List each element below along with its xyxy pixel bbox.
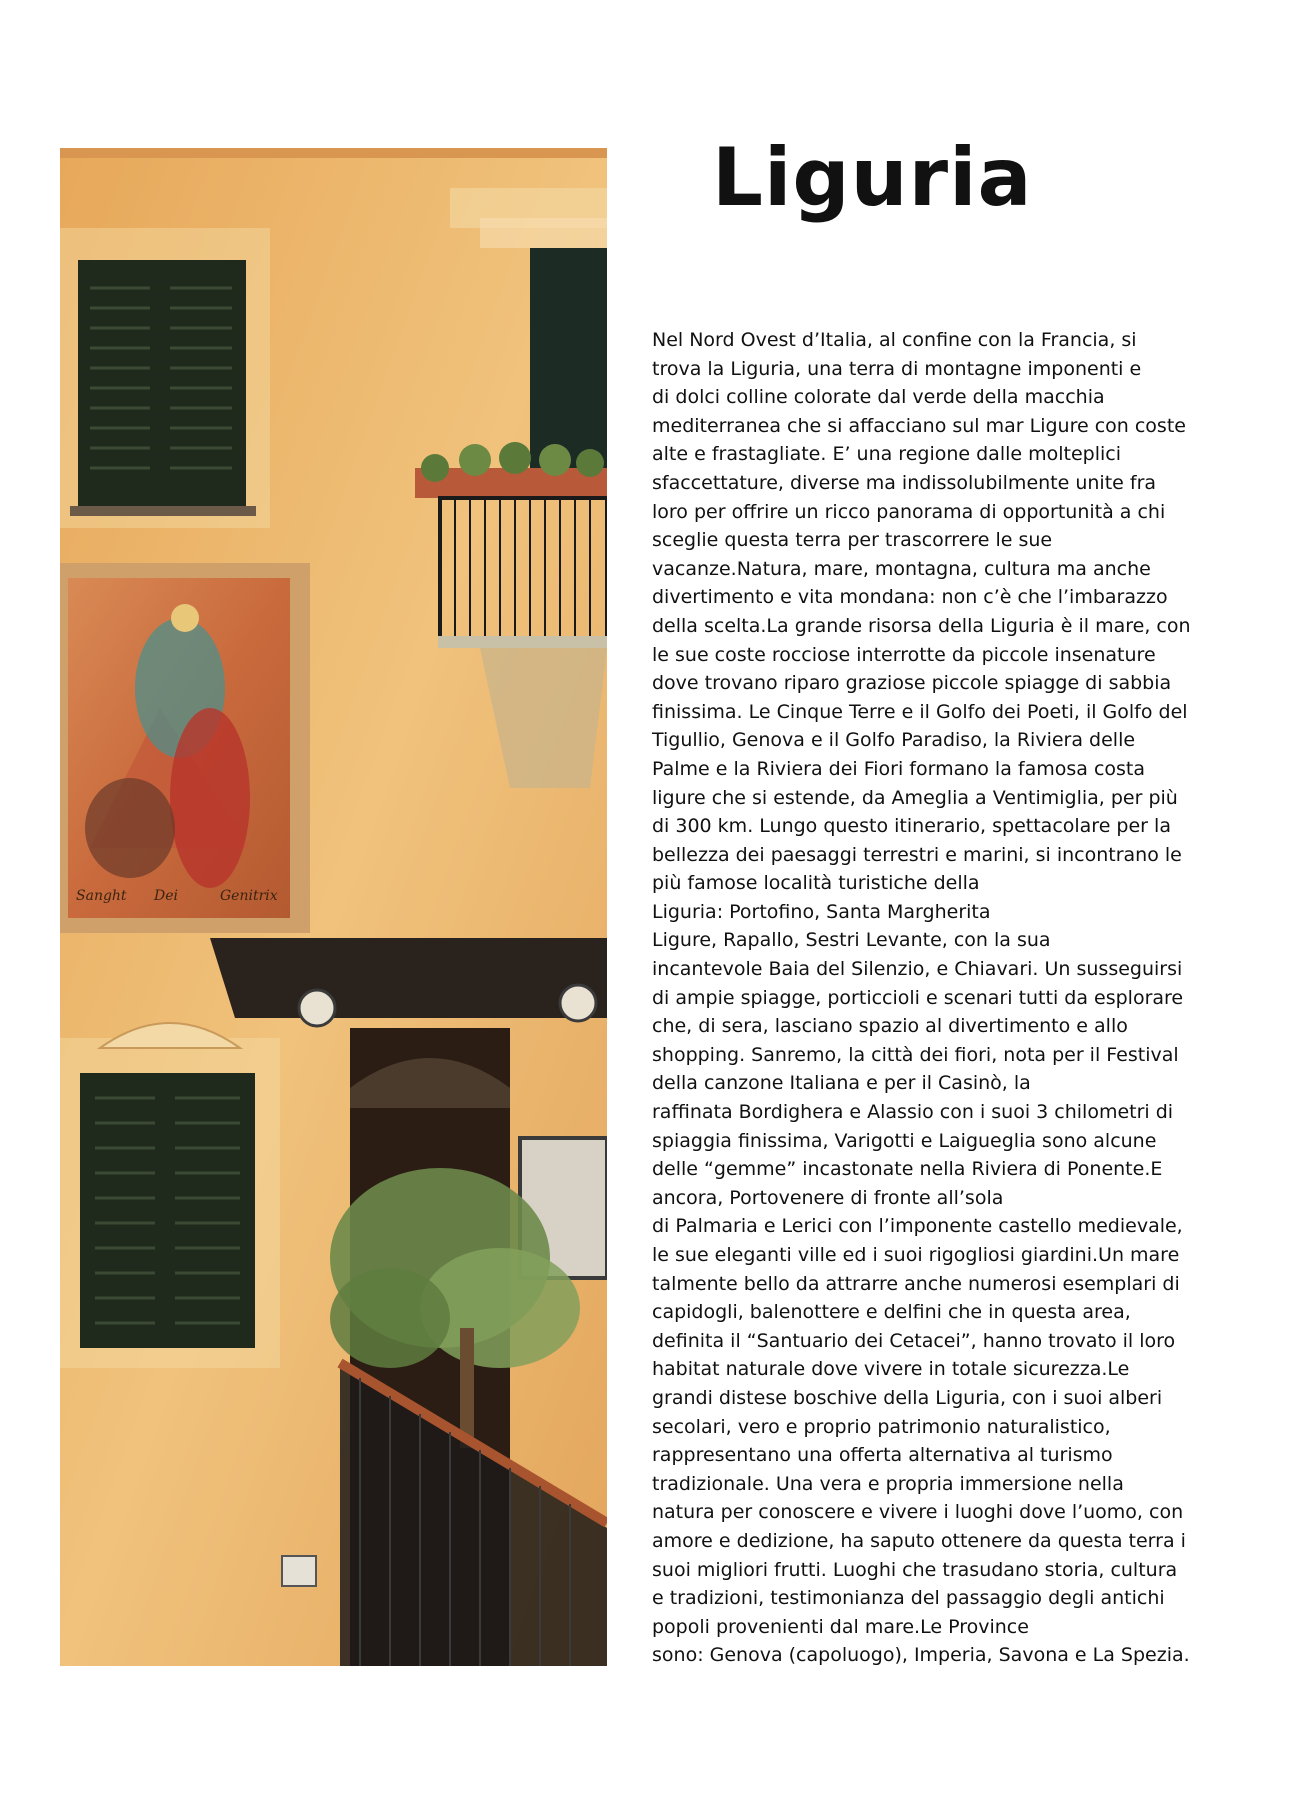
body-line: di dolci colline colorate dal verde della macchia bbox=[652, 386, 1105, 409]
body-line: sceglie questa terra per trascorrere le sue bbox=[652, 529, 1053, 552]
body-line: trova la Liguria, una terra di montagne imponenti e bbox=[652, 357, 1142, 380]
body-line: Liguria: Portofino, Santa Margherita bbox=[652, 900, 991, 923]
body-line: suoi migliori frutti. Luoghi che trasudano storia, cultura bbox=[652, 1558, 1178, 1581]
body-line: sfaccettature, diverse ma indissolubilmente unite fra bbox=[652, 471, 1157, 494]
body-line: di ampie spiagge, porticcioli e scenari tutti da esplorare bbox=[652, 986, 1184, 1009]
body-line: le sue coste rocciose interrotte da piccole insenature bbox=[652, 643, 1156, 666]
body-line: mediterranea che si affacciano sul mar Ligure con coste bbox=[652, 414, 1186, 437]
body-line: bellezza dei paesaggi terrestri e marini, si incontrano le bbox=[652, 843, 1182, 866]
body-line: popoli provenienti dal mare.Le Province bbox=[652, 1615, 1029, 1638]
painting-caption-middle: Dei bbox=[154, 888, 178, 904]
body-line: delle “gemme” incastonate nella Riviera di Ponente.E bbox=[652, 1158, 1163, 1181]
door-canopy bbox=[210, 938, 607, 1018]
body-line: grandi distese boschive della Liguria, con i suoi alberi bbox=[652, 1386, 1163, 1409]
body-line: di 300 km. Lungo questo itinerario, spettacolare per la bbox=[652, 815, 1171, 838]
body-line: della canzone Italiana e per il Casinò, la bbox=[652, 1072, 1031, 1095]
painting-caption-left: Sanght bbox=[76, 888, 127, 904]
body-line: incantevole Baia del Silenzio, e Chiavari. Un susseguirsi bbox=[652, 958, 1183, 981]
body-line: tradizionale. Una vera e propria immersione nella bbox=[652, 1472, 1124, 1495]
body-line: ligure che si estende, da Ameglia a Ventimiglia, per più bbox=[652, 786, 1178, 809]
body-line: vacanze.Natura, mare, montagna, cultura ma anche bbox=[652, 557, 1151, 580]
body-line: che, di sera, lasciano spazio al divertimento e allo bbox=[652, 1015, 1128, 1038]
body-line: e tradizioni, testimonianza del passaggio degli antichi bbox=[652, 1587, 1165, 1610]
body-line: più famose località turistiche della bbox=[652, 872, 980, 895]
body-line: finissima. Le Cinque Terre e il Golfo dei Poeti, il Golfo del bbox=[652, 700, 1188, 723]
body-line: rappresentano una offerta alternativa al turismo bbox=[652, 1444, 1113, 1467]
body-line: loro per offrire un ricco panorama di opportunità a chi bbox=[652, 500, 1166, 523]
body-line: habitat naturale dove vivere in totale sicurezza.Le bbox=[652, 1358, 1130, 1381]
body-line: natura per conoscere e vivere i luoghi dove l’uomo, con bbox=[652, 1501, 1184, 1524]
body-line: Tigullio, Genova e il Golfo Paradiso, la Riviera delle bbox=[652, 729, 1136, 752]
body-line: amore e dedizione, ha saputo ottenere da questa terra i bbox=[652, 1529, 1186, 1552]
body-line: Ligure, Rapallo, Sestri Levante, con la sua bbox=[652, 929, 1051, 952]
body-line: talmente bello da attrarre anche numerosi esemplari di bbox=[652, 1272, 1180, 1295]
body-line: raffinata Bordighera e Alassio con i suoi 3 chilometri di bbox=[652, 1101, 1174, 1124]
shutter-window-bottom-left bbox=[80, 1073, 255, 1348]
body-line: della scelta.La grande risorsa della Liguria è il mare, con bbox=[652, 614, 1191, 637]
body-line: di Palmaria e Lerici con l’imponente castello medievale, bbox=[652, 1215, 1183, 1238]
body-line: Palme e la Riviera dei Fiori formano la famosa costa bbox=[652, 757, 1146, 780]
facade-illustration bbox=[60, 148, 607, 1666]
body-line: dove trovano riparo graziose piccole spiagge di sabbia bbox=[652, 672, 1172, 695]
body-paragraph bbox=[652, 326, 1232, 1670]
body-line: shopping. Sanremo, la città dei fiori, nota per il Festival bbox=[652, 1043, 1179, 1066]
body-line: divertimento e vita mondana: non c’è che l’imbarazzo bbox=[652, 586, 1168, 609]
painting-caption-right: Genitrix bbox=[220, 888, 278, 904]
shutter-window-top-left bbox=[78, 260, 246, 508]
body-line: definita il “Santuario dei Cetacei”, hanno trovato il loro bbox=[652, 1329, 1176, 1352]
body-line: secolari, vero e proprio patrimonio naturalistico, bbox=[652, 1415, 1111, 1438]
facade-photo bbox=[60, 148, 607, 1666]
body-line: alte e frastagliate. E’ una regione dalle molteplici bbox=[652, 443, 1121, 466]
body-line: spiaggia finissima, Varigotti e Laigueglia sono alcune bbox=[652, 1129, 1157, 1152]
body-line: le sue eleganti ville ed i suoi rigogliosi giardini.Un mare bbox=[652, 1244, 1180, 1266]
body-line: ancora, Portovenere di fronte all’sola bbox=[652, 1186, 1004, 1209]
body-line: Nel Nord Ovest d’Italia, al confine con la Francia, si bbox=[652, 329, 1137, 351]
body-line: sono: Genova (capoluogo), Imperia, Savona e La Spezia. bbox=[652, 1644, 1190, 1667]
body-line: capidogli, balenottere e delfini che in questa area, bbox=[652, 1301, 1131, 1324]
page-title: Liguria bbox=[712, 131, 1033, 224]
